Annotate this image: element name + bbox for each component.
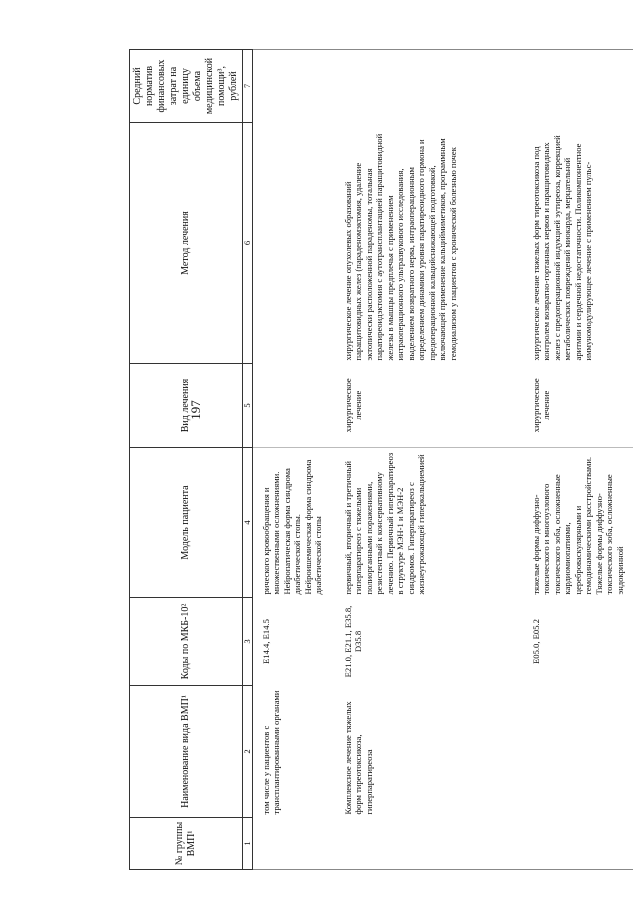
cell-vmp-name: [527, 686, 633, 818]
table-row: [339, 50, 527, 870]
column-number: 4: [243, 448, 253, 598]
cell-vmp-name: том числе у пациентов с трансплантированными органами: [261, 690, 282, 815]
treatment-table: [129, 49, 633, 870]
table-header-row: [130, 50, 243, 870]
cell-treatment-method: хирургическое лечение тяжелых форм тиреотоксикоза под контролем возвратно-гортанных нервов и паращитовидных желез с предоперационной индукцией эутиреоза, коррекцией метаболических повреждений миокарда, мерцательной аритмии и сердечной недостаточности. Поликомпонентное иммуномодулирующее лечение с применением пульс-: [531, 135, 594, 361]
cell-icd-codes: E21.0, E21.1, E35.8, D35.8: [343, 605, 364, 678]
column-number: 2: [243, 686, 253, 818]
column-number: 6: [243, 123, 253, 364]
cell-group: [253, 818, 340, 870]
header-icd-codes: Коды по МКБ-10²: [130, 598, 243, 686]
cell-cost: [527, 50, 633, 123]
cell-vmp-name: Комплексное лечение тяжелых форм тиреотоксикоза, гиперпаратиреоза: [343, 701, 374, 815]
cell-treatment-method: хирургическое лечение опухолевых образований паращитовидных желез (параденомэктомия, удаление эктопически расположенной параденомы, тотальная паратиреоидэктомия с аутотрансплантацией паращитовидной железы в мышцы предплечья с применением интраоперационного ультразвукового исследования, выделением возвратного нерва, интраоперационным определением динамики уровня паратиреоидного гормона и предоперационной кальцийснижающей подготовкой, включающей применение кальциймиметиков, программным гемодиализом у пациентов с хронической болезнью почек: [343, 133, 458, 361]
cell-group: [339, 818, 527, 870]
column-number: 3: [243, 598, 253, 686]
header-patient-model: Модель пациента: [130, 448, 243, 598]
cell-patient-model: тяжелые формы диффузно-токсического и многоузлового токсического зоба, осложненные кардиомиопатиями, цереброваскулярными и гемодинамическими расстройствами. Тяжелые формы диффузно-токсического зоба, осложненные эндокринной: [527, 448, 633, 598]
cell-treatment-type: хирургическое лечение: [531, 378, 552, 433]
treatment-table-sheet: [129, 50, 625, 870]
header-vmp-name: Наименование вида ВМП¹: [130, 686, 243, 818]
header-treatment-method: Метод лечения: [130, 123, 243, 364]
header-group-number: № группы ВМП¹: [130, 818, 243, 870]
header-cost-norm: Средний норматив финансовых затрат на единицу объема медицинской помощи³, рублей: [130, 50, 243, 123]
cell-icd-codes: E14.4, E14.5: [261, 619, 271, 664]
cell-treatment-method: [253, 123, 340, 364]
cell-treatment-type: хирургическое лечение: [343, 378, 364, 433]
cell-patient-model: рического кровообращения и множественными осложнениями. Нейропатическая форма синдрома диабетической стопы. Нейроишемическая форма синдрома диабетической стопы: [253, 448, 340, 598]
table-row: [253, 50, 340, 870]
cell-group: [527, 818, 633, 870]
page-number: 197: [188, 400, 203, 420]
cell-cost: [253, 50, 340, 123]
header-treatment-type: Вид лечения: [130, 364, 243, 448]
column-number: 1: [243, 818, 253, 870]
cell-icd-codes: E05.0, E05.2: [531, 619, 541, 664]
cell-cost: [339, 50, 527, 123]
table-row: [527, 50, 633, 870]
cell-treatment-type: [253, 364, 340, 448]
cell-patient-model: первичный, вторичный и третичный гиперпаратиреоз с тяжелыми полиорганными поражениями, резистентный к консервативному лечению. Первичный гиперпаратиреоз в структуре МЭН-1 и МЭН-2 синдромов. Гиперпаратиреоз с жизнеугрожающей гиперкальциемией: [339, 448, 527, 598]
column-number: 7: [243, 50, 253, 123]
column-number: 5: [243, 364, 253, 448]
column-number-row: [243, 50, 253, 870]
